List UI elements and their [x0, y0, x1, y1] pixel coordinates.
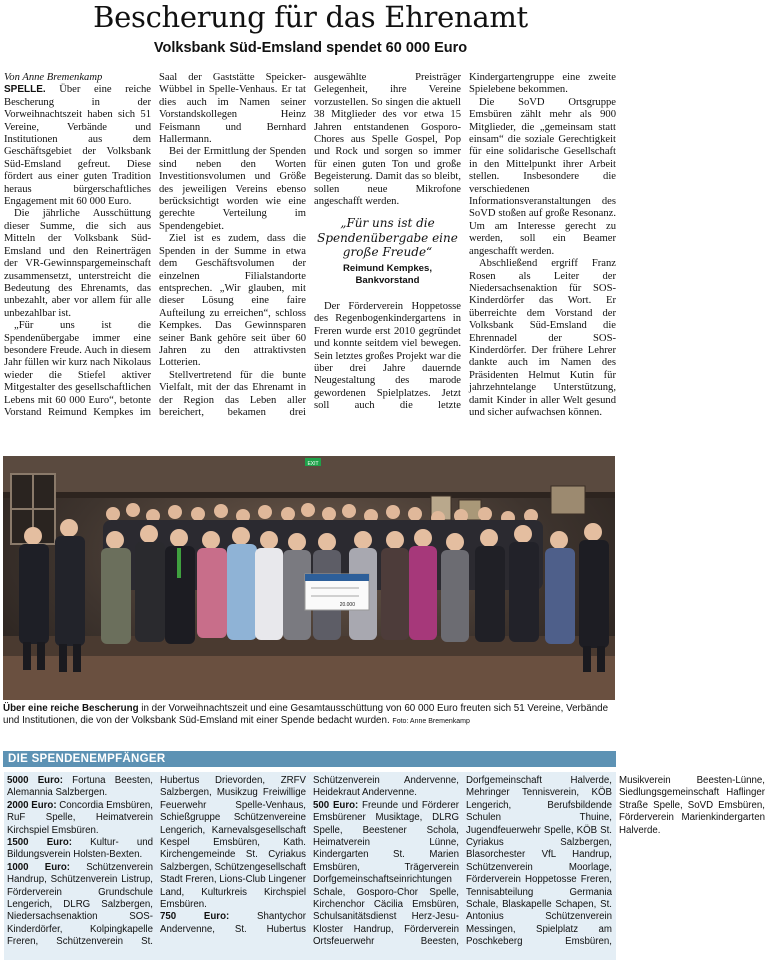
article-paragraph: Abschließend ergriff Franz Rosen als Leiter der Niedersachsenaktion für SOS-Kinderdörfer das Wort. Er überreichte dem Vorstand der Volksbank Süd-Emsland die Ehrennadel der SOS-Kinderdörfer. Der frühere Lehrer dankte auch im Namen des Präsidenten Helmut Kutin für jahrzehntelange Unterstützung, damit Kinder in aller Welt gesund und sicher aufwachsen können. — [469, 258, 616, 418]
article-paragraph: SPELLE. Über eine reiche Bescherung in der Vorweihnachtszeit haben sich 51 Vereine, Verbände und Institutionen aus dem Geschäftsgebiet der Volksbank Süd-Emsland gefreut. Diese fördert aus einer guten Tradition heraus bürgerschaftliches Engagement mit 60 000 Euro. — [4, 84, 151, 208]
recipient-entry: 2000 Euro: Concordia Emsbüren, RuF Spelle, Heimatverein Kirchspiel Emsbüren. — [7, 799, 153, 836]
photo-credit: Foto: Anne Bremenkamp — [392, 718, 470, 725]
recipients-header-bar — [3, 751, 616, 767]
group-photo — [3, 456, 615, 700]
article-paragraph: Stellvertretend für die bunte Vielfalt, mit der das Ehrenamt in der Region das Leben aller bereichert, bekamen drei ausgewählte Preisträger Gelegenheit, ihre Vereine vorzustellen. So singen die aktuell 38 Mitglieder des vor etwa 15 Jahren entstandenen Gosporo-Chores aus Spelle Gospel, Pop und Rock und sorgen so immer für einen guten Ton und große Begeisterung. Damit das so bleibt, sollen neue Mikrofone angeschafft werden. — [159, 72, 461, 418]
article-paragraph: Die SoVD Ortsgruppe Emsbüren zählt mehr als 900 Mitglieder, die „gemeinsam statt einsam“ die soziale Gerechtigkeit für eine solidarische Gesellschaft in den Mittelpunkt ihrer Arbeit stellen. Insbesondere die verschiedenen Informationsveranstaltungen des SoVD stoßen auf große Resonanz. Um am Interesse gerecht zu werden, soll ein Beamer angeschafft werden. — [469, 96, 616, 257]
article-paragraph: Ziel ist es zudem, dass die Spenden in der Summe in etwa dem Geschäftsvolumen der einzelnen Filialstandorte entsprechen. „Wir glauben, mit dieser Lösung eine faire Aufteilung zu erreichen“, schloss Kempkes. Das Gewinnsparen seiner Bank gehöre seit über 60 Jahren zu den attraktivsten Lotterien. — [159, 233, 306, 369]
dateline: SPELLE. — [4, 84, 46, 96]
recipients-box — [4, 772, 765, 960]
check-amount: 20.000 — [339, 602, 355, 608]
article-paragraph: Die jährliche Ausschüttung dieser Summe, die sich aus Mitteln der Volksbank Süd-Emsland und den Reinerträgen der VR-Gewinnspargemeinschaft zusammensetzt, unterstreicht die Bedeutung des Ehrenamts, das unbezahlt, aber vor allem für alle unbezahlbar ist. — [4, 208, 151, 319]
pull-quote-role: Bankvorstand — [355, 274, 420, 286]
recipients-list — [7, 775, 765, 960]
recipient-entry: 5000 Euro: Fortuna Beesten, Alemannia Salzbergen. — [7, 775, 153, 799]
group-photo-illustration — [3, 456, 615, 700]
subheadline: Volksbank Süd-Emsland spendet 60 000 Euro — [153, 40, 468, 56]
article-paragraph: Bei der Ermittlung der Spenden sind neben den Worten Investitionsvolumen und Größe des jeweiligen Vereins ebenso berücksichtigt worden wie eine gerechte Verteilung im Spendengebiet. — [159, 146, 306, 232]
byline: Von Anne Bremenkamp — [4, 72, 103, 83]
pull-quote-author: Reimund Kempkes, — [342, 262, 433, 274]
pull-quote-text: „Für uns ist die Spendenübergabe eine große Freude“ — [317, 216, 458, 260]
recipient-entry: 1000 Euro: Schützenverein Handrup, Schützenverein Listrup, Förderverein Grundschule Lengerich, DLRG Salzbergen, Niedersachsenaktion SOS-Kinderdörfer, Kolpingkapelle Freren, Schützenverein St. Hubertus Drievorden, ZRFV Salzbergen, Musikzug Freiwillige Feuerwehr Spelle-Venhaus, Schießgruppe Schützenvereine Lengerich, Karnevalsgesellschaft Kespel Emsbüren, Kath. Kirchengemeinde St. Cyriakus Salzbergen, Schützengesellschaft Stadt Freren, Lions-Club Lingener Land, Kulturkreis Kirchspiel Emsbüren. — [7, 775, 306, 948]
pull-quote — [314, 216, 461, 287]
recipient-entry: 1500 Euro: Kultur- und Bildungsverein Holsten-Bexten. — [7, 837, 153, 861]
headline: Bescherung für das Ehrenamt — [93, 0, 528, 34]
exit-sign-text: EXIT — [307, 461, 319, 467]
caption-text: in der Vorweihnachtszeit und eine Gesamtausschüttung von 60 000 Euro freuten sich 51 Vereine, Verbände und Institutionen, die von der Volksbank Süd-Emsland mit einer Spende bedacht wurden. — [3, 703, 609, 726]
article-body — [4, 72, 616, 452]
recipient-entry: 500 Euro: Freunde und Förderer Emsbürener Musiktage, DLRG Spelle, Beestener Schola, Heimatverein Lünne, Kindergarten St. Marien Emsbüren, Trägerverein Dorfgemeinschaftseinrichtungen Schale, Gosporo-Chor Spelle, Kirchenchor Cäcilia Emsbüren, Schulsanitätsdienst Herz-Jesu-Kloster Handrup, Förderverein Ortsfeuerwehr Beesten, Dorfgemeinschaft Halverde, Mehringer Tennisverein, KÖB Lengerich, Berufsbildende Schulen Thuine, Jugendfeuerwehr Spelle, KÖB St. Cyriakus Salzbergen, Blasorchester VfL Handrup, Schützenverein Moorlage, Förderverein Hoppetosse Freren, Tennisabteilung Germania Schale, Blaskapelle Schapen, St. Antonius Schützenverein Messingen, Spielplatz am Poschkeberg Emsbüren, Musikverein Beesten-Lünne, Siedlungsgemeinschaft Haflinger Straße Spelle, SoVD Emsbüren, Förderverein Marienkindergarten Halverde. — [313, 775, 765, 948]
photo-caption — [3, 703, 615, 728]
article-paragraph: Der Förderverein Hoppetosse des Regenbogenkindergartens in Freren wurde erst 2010 gegründet und konnte seitdem viel bewegen. Sein letztes großes Projekt war die über drei Jahre dauernde Neugestaltung des marode gewordenen Spielplatzes. Jetzt soll auch die letzte Kindergartengruppe eine zweite Spielebene bekommen. — [314, 72, 616, 412]
recipients-title: DIE SPENDENEMPFÄNGER — [8, 753, 166, 765]
recipient-entry: 750 Euro: Shantychor Andervenne, St. Hubertus Schützenverein Andervenne, Heidekraut Andervenne. — [160, 775, 459, 935]
caption-lead: Über eine reiche Bescherung — [3, 703, 139, 714]
article-paragraph: „Für uns ist die Spendenübergabe immer eine besondere Freude. Auch in diesem Jahr füllen wir kurz nach Nikolaus wieder die Stiefel aktiver Mitgestalter des gesellschaftlichen Lebens mit 60 000 Euro“, betonte Vorstand Reimund Kempkes im Saal der Gaststätte Speicker-Wübbel in Spelle-Venhaus. Er tat dies auch im Namen seiner Vorstandskollegen Heinz Feismann und Bernhard Hallermann. — [4, 72, 306, 418]
